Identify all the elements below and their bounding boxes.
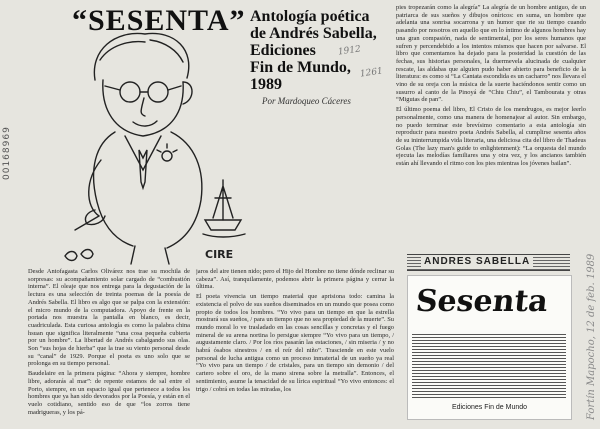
article-title: “SESENTA” bbox=[72, 4, 246, 37]
caricature-drawing bbox=[55, 20, 250, 265]
author-byline: Por Mardoqueo Cáceres bbox=[262, 96, 351, 106]
book-cover bbox=[407, 275, 572, 420]
paragraph: El último poema del libro, El Cristo de los mendrugos, es mejor leerlo personalmente, como una manera de homenajear al autor. Sin embargo, no puedo terminar este brevísimo comentario a esta antología sin reproducir para nuestro poeta Andrés Sabella, al cumplirse sesenta años de su ininterrumpida vida literaria, una deliciosa cita del libro de Thadeus Golas (The lazy man's guide to enlightenment): “La orquesta del mundo ejecuta las melodías familiares una y otra vez, y los ancianos también están ahí llevando el ritmo con los pies mientras los jóvenes bailan”. bbox=[396, 106, 586, 168]
caricature-signature: CIRE bbox=[205, 248, 234, 261]
paragraph: Desde Antofagasta Carlos Olivárez nos trae su mochila de sorpresas: su acompañamiento solar cargado de “combustión interna”. El oleaje que nos entrega para la degustación de la lectura es una selección de treinta poemas de la poesía de Andrés Sabella. El libro es algo que se palpa con la extensión: el micro mundo de la computadora. Apoyo de frente en la portada nos muestra la pantalla en blanco, es decir, cuadriculada. Esta curiosa antología es como la palabra china hsuan que significa literalmente “una cosa pequeña cubierta por un hombre”. La libertad de Andrés cabalgando sus olas. Son “sus hojas de hierba” que la trae su viento personal desde su “canal” de 1929. Porque el poeta es uno solo que se prolonga en su tiempo personal. bbox=[28, 268, 190, 368]
handwritten-number-1: 1912 bbox=[337, 44, 362, 58]
subtitle-line: Antología poética bbox=[250, 8, 370, 25]
article-column-2 bbox=[196, 268, 394, 418]
article-column-3 bbox=[396, 4, 586, 244]
book-publisher: Ediciones Fin de Mundo bbox=[451, 404, 528, 411]
article-subtitle bbox=[250, 8, 400, 93]
paragraph: jaros del aire tienen nido; pero el Hijo del Hombre no tiene dónde reclinar su cabeza”. Así, tranquilamente, podemos abrir la primera página y cerrar la última. bbox=[196, 268, 394, 291]
paragraph: El poeta vivencia un tiempo material que aprisiona todo: camina la existencia el polvo de sus sueños diseminados en un mundo que posea como propio de todos los hombres. “Yo vivo para un tiempo en que la estrella mostrará sus sueños, / para un tiempo que no sea propiedad de la muerte”. Su mundo moral lo ve trasladado en las cosas sencillas y concretas y el fuego mineral de su arena nortina lo persigue siempre “Yo vivo para un tiempo, / augustamente claro. / Por los ríos pasarán las estaciones, / sin miseria / y no habrá ósabos sinestros / en el reír del niño”. Trasciende en este vuelo personal de lucha antigua como un proceso inmaterial de un sueño ya real “Yo vivo para un tiempo / de cristales, para un tiempo sin demonio / del cartero sobre el oro, de la mano sirena sobre la metralla”. Entonces, el sentimiento, asume la tenacidad de su lírica espiritual “Yo vivo entonces: el trigo / cobrá en todas las miradas, los bbox=[196, 293, 394, 393]
subtitle-line: Fin de Mundo, bbox=[250, 59, 351, 76]
band-label: ANDRES SABELLA bbox=[421, 256, 533, 267]
subtitle-line: Ediciones bbox=[250, 42, 316, 59]
cover-line-pattern bbox=[412, 334, 566, 398]
caricature-illustration bbox=[55, 20, 250, 265]
handwritten-margin-note: Fortín Mapocho, 12 de feb. 1989 bbox=[586, 253, 597, 420]
subtitle-line: de Andrés Sabella, bbox=[250, 25, 377, 42]
paragraph: pies tropezarán como la alegría” La alegría de un hombre antiguo, de un patriarca de sus sueños y dibujos oníricos: en suma, un hombre que adelanta una sonrisa socarrona y un humor que rie su tiempo cuando pasando por nosotros en aquello que en lo íntimo de algunos hombres hay una gran compasión, nada de sentimental, por los seres humanos que sufren y percendebido a los intentos mismos que hacen por salvarse. El libro que comentamos ha dejado para la posteridad la cuestión de las fechas, sus historias personales, la duermevela alucinada de cualquier rescate, las aldabas que alguien pudo haber abierto para beneficio de la literatura: es como si “La Cantata escondida es un cacharro” nos llevara el vino de su oreja con la música de la suerte haciéndonos sentir como un susurro al canto de la Pinoyá de “Chiu Chiu”, el Tambourata y otras “Migutas de pan”. bbox=[396, 4, 586, 104]
author-band bbox=[407, 254, 570, 271]
paragraph: Baudelaire en la primera página: “Ahora y siempre, hombre libre, adorarás al mar”: de repente estamos de sal entre el Porto, siempre, en un espacio igual que pertenece a todos los hombres que ya han sido devorados por la Poesía, y están en el vuelo cotidiano, sentido eso de que “los zorros tiene madrigueras, y los pá- bbox=[28, 370, 190, 416]
subtitle-line: 1989 bbox=[250, 76, 282, 93]
article-column-1 bbox=[28, 268, 190, 418]
archive-code: 00168969 bbox=[2, 126, 12, 180]
handwritten-number-2: 1261 bbox=[359, 66, 384, 80]
book-cover-title: Sesenta bbox=[414, 284, 550, 319]
